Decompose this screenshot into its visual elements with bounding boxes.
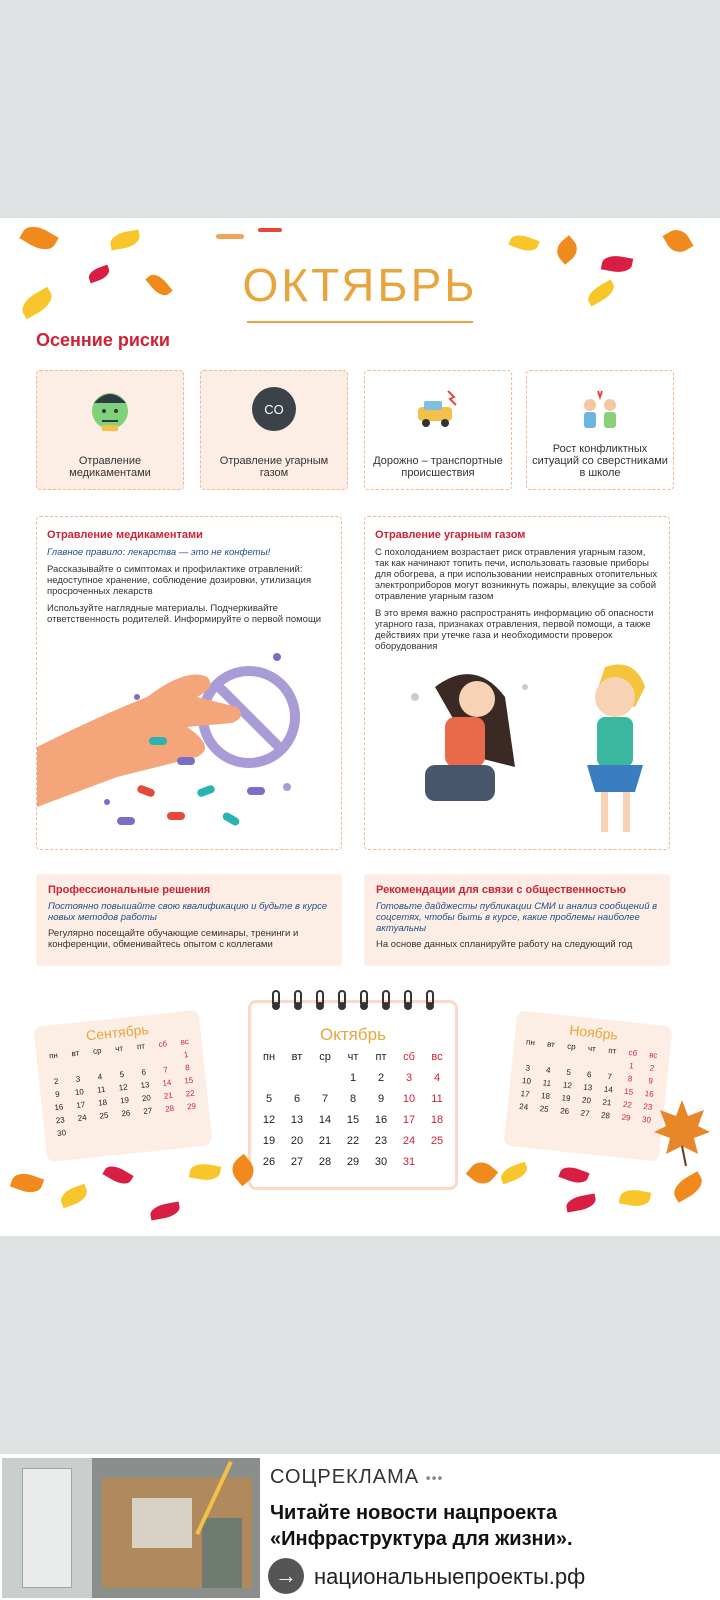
weekday-label: сб bbox=[403, 1051, 415, 1063]
calendar-month-name: Сентябрь bbox=[85, 1021, 150, 1044]
ring-hole bbox=[382, 1002, 390, 1010]
calendar-day: 1 bbox=[628, 1061, 635, 1071]
calendar-grid bbox=[36, 1032, 211, 1144]
calendar-day: 5 bbox=[119, 1069, 125, 1080]
calendar-day: 21 bbox=[602, 1097, 612, 1108]
weekday-label: чт bbox=[114, 1043, 124, 1054]
risk-label: Рост конфликтных ситуаций со сверстниками в школе bbox=[532, 443, 668, 479]
ad-link[interactable]: национальныепроекты.рф bbox=[314, 1564, 586, 1589]
leaf-decoration bbox=[466, 1157, 499, 1189]
box-lead: Постоянно повышайте свою квалификацию и будьте в курсе новых методов работы bbox=[48, 901, 328, 923]
weekday-label: вс bbox=[431, 1051, 443, 1063]
weekday-label: ср bbox=[566, 1041, 577, 1052]
binder-ring bbox=[382, 990, 390, 1004]
leaf-decoration bbox=[558, 1164, 589, 1187]
weekday-label: вт bbox=[291, 1051, 303, 1063]
calendar-day: 2 bbox=[53, 1076, 59, 1087]
calendar-day: 27 bbox=[580, 1108, 591, 1119]
calendar-day: 12 bbox=[262, 1114, 276, 1126]
pr-recommendations-box bbox=[364, 874, 670, 966]
sick-face-icon bbox=[86, 385, 134, 433]
leaf-decoration bbox=[662, 225, 693, 257]
leaf-decoration bbox=[189, 1162, 221, 1183]
weekday-label: чт bbox=[347, 1051, 359, 1063]
calendar-day: 9 bbox=[54, 1089, 61, 1100]
calendar-day: 4 bbox=[433, 1072, 441, 1084]
calendar-day: 25 bbox=[539, 1104, 550, 1114]
leaf-decoration bbox=[619, 1188, 651, 1209]
calendar-day: 2 bbox=[649, 1063, 655, 1073]
calendar-day: 2 bbox=[377, 1072, 385, 1084]
weekday-label: чт bbox=[587, 1043, 597, 1054]
risk-label: Дорожно – транспортные происшествия bbox=[373, 455, 503, 479]
calendar-day: 22 bbox=[185, 1088, 196, 1099]
ring-hole bbox=[404, 1002, 412, 1010]
more-options-icon[interactable]: ••• bbox=[425, 1469, 444, 1486]
calendar-grid bbox=[251, 1045, 455, 1175]
calendar-day: 13 bbox=[140, 1080, 150, 1091]
weekday-label: пн bbox=[525, 1037, 536, 1048]
calendar-day: 24 bbox=[77, 1113, 88, 1123]
weekday-label: сб bbox=[158, 1039, 168, 1050]
calendar-day: 11 bbox=[431, 1093, 443, 1105]
weekday-label: сб bbox=[628, 1048, 638, 1058]
calendar-day: 26 bbox=[559, 1106, 570, 1117]
calendar-day: 15 bbox=[623, 1086, 634, 1097]
risk-card-conflict bbox=[526, 370, 674, 490]
calendar-day: 6 bbox=[140, 1067, 147, 1077]
weekday-label: ср bbox=[92, 1046, 102, 1056]
weekday-label: вт bbox=[70, 1048, 80, 1059]
social-ad-banner[interactable] bbox=[0, 1454, 720, 1600]
calendar-day: 14 bbox=[603, 1084, 614, 1095]
calendar-day: 19 bbox=[262, 1135, 276, 1147]
weekday-label: вс bbox=[648, 1050, 658, 1061]
risk-card-medicine bbox=[36, 370, 184, 490]
calendar-day: 16 bbox=[53, 1102, 64, 1113]
calendar-day: 23 bbox=[55, 1115, 66, 1126]
calendar-day: 5 bbox=[566, 1067, 572, 1078]
calendar-october bbox=[248, 1000, 458, 1190]
weekday-label: ср bbox=[319, 1051, 331, 1063]
calendar-day: 7 bbox=[162, 1065, 169, 1075]
calendar-day: 17 bbox=[402, 1114, 416, 1126]
calendar-day: 18 bbox=[97, 1097, 108, 1108]
calendar-day: 15 bbox=[183, 1075, 194, 1086]
binder-ring bbox=[338, 990, 346, 1004]
box-lead: Готовьте дайджесты публикации СМИ и анализ сообщений в соцсетях, чтобы быть в курсе, какие проблемы наиболее актуальны bbox=[376, 901, 658, 934]
calendar-day: 22 bbox=[346, 1135, 360, 1147]
calendar-day: 13 bbox=[582, 1082, 593, 1093]
weekday-label: пн bbox=[48, 1050, 59, 1061]
calendar-day: 11 bbox=[96, 1084, 106, 1095]
hand-pills-illustration bbox=[37, 637, 343, 849]
calendar-day: 25 bbox=[99, 1110, 109, 1121]
card-paragraph: С похолоданием возрастает риск отравления угарным газом, так как начинают топить печи, использовать газовые приборы для обогрева, а при использовании неисправных отопительных электроприборов могут возникнуть пожары, влекущие за собой отравление угарным газом bbox=[375, 547, 658, 602]
ring-hole bbox=[316, 1002, 324, 1010]
empty-cell bbox=[255, 1068, 283, 1089]
calendar-day: 18 bbox=[430, 1114, 444, 1126]
calendar-day: 4 bbox=[545, 1065, 551, 1075]
weekday-label: пт bbox=[375, 1051, 387, 1063]
calendar-day: 28 bbox=[318, 1156, 332, 1168]
calendar-day: 20 bbox=[141, 1093, 152, 1104]
binder-ring bbox=[426, 990, 434, 1004]
calendar-day: 7 bbox=[321, 1093, 329, 1105]
box-title: Профессиональные решения bbox=[48, 884, 211, 896]
ad-tag-label: СОЦРЕКЛАМА bbox=[270, 1466, 420, 1488]
calendar-day: 31 bbox=[402, 1156, 416, 1168]
risk-card-traffic bbox=[364, 370, 512, 490]
weekday-label: пн bbox=[262, 1051, 276, 1063]
weekday-label: пт bbox=[607, 1045, 617, 1056]
leaf-decoration bbox=[10, 1169, 44, 1196]
leaf-decoration bbox=[58, 1184, 90, 1209]
leaf-decoration bbox=[109, 230, 141, 251]
binder-ring bbox=[272, 990, 280, 1004]
calendar-day: 27 bbox=[290, 1156, 304, 1168]
ring-hole bbox=[338, 1002, 346, 1010]
binder-ring bbox=[294, 990, 302, 1004]
calendar-day: 3 bbox=[75, 1074, 81, 1084]
ad-headline[interactable]: Читайте новости нацпроекта «Инфраструктура для жизни». bbox=[270, 1502, 573, 1550]
calendar-day: 9 bbox=[647, 1076, 654, 1086]
ring-hole bbox=[272, 1002, 280, 1010]
calendar-day: 30 bbox=[56, 1128, 67, 1139]
leaf-decoration bbox=[508, 232, 539, 255]
calendar-day: 14 bbox=[162, 1077, 172, 1088]
calendar-day: 30 bbox=[641, 1114, 652, 1125]
kids-conflict-icon bbox=[576, 385, 624, 433]
calendar-day: 8 bbox=[349, 1093, 357, 1105]
gas-card bbox=[364, 516, 670, 850]
card-title: Отравление угарным газом bbox=[375, 529, 526, 541]
binder-ring bbox=[404, 990, 412, 1004]
calendar-day: 24 bbox=[518, 1101, 529, 1112]
calendar-day: 29 bbox=[186, 1101, 197, 1112]
title-underline bbox=[247, 321, 473, 323]
calendar-day: 21 bbox=[163, 1090, 174, 1101]
calendar-day: 23 bbox=[374, 1135, 388, 1147]
calendar-day: 29 bbox=[346, 1156, 360, 1168]
card-paragraph: Рассказывайте о симптомах и профилактике отравлений: недоступное хранение, соблюдение дозировки, утилизация просроченных лекарств bbox=[47, 564, 312, 597]
calendar-day: 11 bbox=[542, 1078, 552, 1089]
calendar-day: 12 bbox=[118, 1082, 129, 1093]
box-text: Регулярно посещайте обучающие семинары, тренинги и конференции, обменивайтесь опытом с коллегами bbox=[48, 928, 299, 950]
calendar-day: 15 bbox=[346, 1114, 360, 1126]
calendar-day: 6 bbox=[293, 1093, 301, 1105]
calendar-day: 20 bbox=[581, 1095, 592, 1106]
risk-label: Отравление медикаментами bbox=[69, 455, 151, 479]
calendar-day: 1 bbox=[349, 1072, 357, 1084]
calendar-day: 22 bbox=[622, 1099, 633, 1110]
calendar-day: 7 bbox=[606, 1072, 613, 1082]
ring-hole bbox=[360, 1002, 368, 1010]
weekday-label: вс bbox=[180, 1036, 190, 1047]
ad-tag bbox=[270, 1466, 443, 1489]
card-paragraph: Используйте наглядные материалы. Подчеркивайте ответственность родителей. Информируйте о первой помощи bbox=[47, 603, 322, 625]
poster-title: ОКТЯБРЬ bbox=[242, 259, 478, 311]
calendar-day: 5 bbox=[265, 1093, 273, 1105]
empty-cell bbox=[283, 1068, 311, 1089]
calendar-day: 18 bbox=[540, 1091, 551, 1102]
calendar-day: 10 bbox=[402, 1093, 416, 1105]
co-cloud-icon bbox=[250, 385, 298, 433]
calendar-day: 29 bbox=[621, 1112, 631, 1123]
construction-aerial-photo bbox=[2, 1458, 260, 1598]
calendar-day: 4 bbox=[97, 1072, 103, 1082]
calendar-day: 13 bbox=[290, 1114, 304, 1126]
calendar-day: 14 bbox=[318, 1114, 332, 1126]
binder-ring bbox=[360, 990, 368, 1004]
calendar-grid bbox=[507, 1032, 671, 1130]
leaf-decoration bbox=[149, 1202, 181, 1221]
weekday-label: пт bbox=[136, 1041, 146, 1052]
box-text: На основе данных спланируйте работу на следующий год bbox=[376, 939, 633, 950]
calendar-day: 12 bbox=[562, 1080, 573, 1091]
calendar-day: 3 bbox=[405, 1072, 413, 1084]
weekday-label: вт bbox=[546, 1039, 556, 1050]
risk-card-gas bbox=[200, 370, 348, 490]
ring-hole bbox=[426, 1002, 434, 1010]
calendar-day: 28 bbox=[164, 1103, 175, 1114]
calendar-day: 23 bbox=[642, 1101, 653, 1112]
calendar-day: 16 bbox=[374, 1114, 388, 1126]
section-heading: Осенние риски bbox=[36, 330, 170, 350]
leaf-decoration bbox=[258, 228, 282, 232]
card-rule: Главное правило: лекарства — это не конфеты! bbox=[47, 547, 271, 558]
calendar-day: 8 bbox=[627, 1074, 633, 1084]
calendar-day: 28 bbox=[600, 1110, 611, 1121]
card-title: Отравление медикаментами bbox=[47, 529, 203, 541]
calendar-day: 26 bbox=[120, 1108, 131, 1119]
box-title: Рекомендации для связи с общественностью bbox=[376, 884, 627, 896]
calendar-day: 19 bbox=[561, 1093, 571, 1104]
calendar-month-name: Ноябрь bbox=[568, 1021, 619, 1043]
sick-children-illustration bbox=[365, 647, 671, 849]
maple-leaf-icon bbox=[652, 1098, 712, 1168]
svg-text:CO: CO bbox=[264, 402, 284, 417]
calendar-day: 6 bbox=[586, 1069, 592, 1080]
calendar-day: 24 bbox=[402, 1135, 416, 1147]
medicine-card bbox=[36, 516, 342, 850]
calendar-november bbox=[503, 1010, 672, 1162]
car-accident-icon bbox=[414, 385, 462, 433]
october-poster bbox=[0, 218, 720, 1236]
calendar-day: 10 bbox=[521, 1076, 532, 1086]
calendar-day: 16 bbox=[644, 1089, 655, 1099]
calendar-day: 17 bbox=[75, 1100, 86, 1110]
leaf-decoration bbox=[216, 234, 244, 239]
ring-hole bbox=[294, 1002, 302, 1010]
calendar-day: 1 bbox=[183, 1050, 189, 1060]
calendar-day: 30 bbox=[374, 1156, 388, 1168]
leaf-decoration bbox=[19, 221, 58, 255]
binder-ring bbox=[316, 990, 324, 1004]
calendar-day: 10 bbox=[74, 1087, 85, 1098]
calendar-day: 8 bbox=[184, 1062, 191, 1073]
calendar-day: 3 bbox=[525, 1063, 531, 1073]
arrow-right-icon[interactable]: → bbox=[268, 1558, 304, 1594]
calendar-day: 17 bbox=[520, 1089, 531, 1099]
calendar-day: 27 bbox=[142, 1106, 153, 1116]
professional-solutions-box bbox=[36, 874, 342, 966]
card-paragraph: В это время важно распространять информацию об опасности угарного газа, признаках отравления, первой помощи, а также действиях при утечке газа и необходимости проверок оборудования bbox=[375, 608, 654, 652]
risk-label: Отравление угарным газом bbox=[219, 455, 329, 479]
leaf-decoration bbox=[565, 1194, 597, 1213]
calendar-day: 26 bbox=[262, 1156, 276, 1168]
calendar-day: 25 bbox=[430, 1135, 444, 1147]
calendar-day: 19 bbox=[119, 1095, 130, 1106]
calendar-day: 21 bbox=[318, 1135, 332, 1147]
calendar-september bbox=[33, 1010, 212, 1163]
leaf-decoration bbox=[102, 1162, 133, 1188]
calendar-month-name: Октябрь bbox=[320, 1025, 386, 1044]
leaf-decoration bbox=[670, 1171, 707, 1203]
calendar-day: 20 bbox=[290, 1135, 304, 1147]
calendar-day: 9 bbox=[377, 1093, 385, 1105]
leaf-decoration bbox=[498, 1162, 529, 1185]
empty-cell bbox=[311, 1068, 339, 1089]
